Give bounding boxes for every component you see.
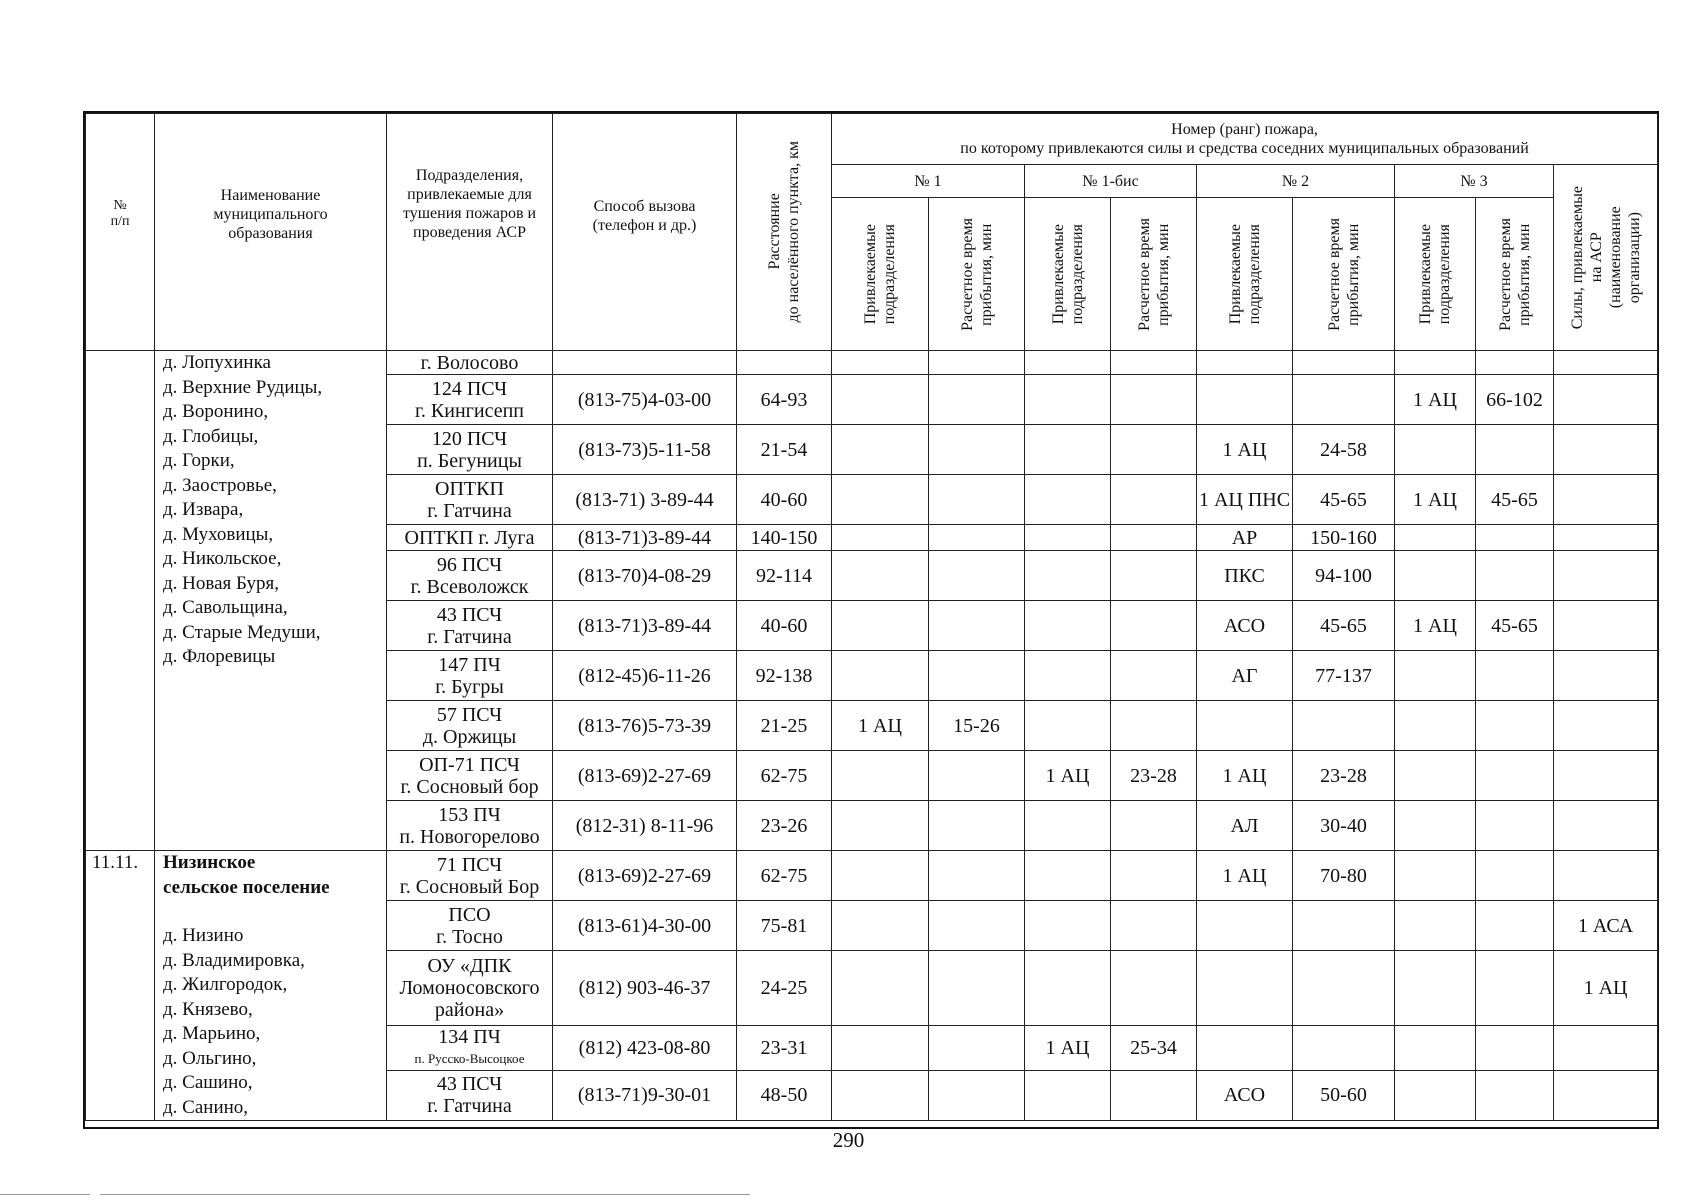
rank2-units: 1 АЦ [1197, 425, 1293, 475]
distance-km: 48-50 [737, 1070, 832, 1120]
rank1bis-units [1025, 351, 1111, 375]
unit-name: ОП-71 ПСЧ [419, 753, 520, 776]
header-rank-2: № 2 [1197, 165, 1395, 198]
rank1-units [832, 1070, 929, 1120]
rank1bis-time [1111, 551, 1197, 601]
distance-km: 40-60 [737, 475, 832, 525]
distance-km: 92-114 [737, 551, 832, 601]
rank1-time [929, 525, 1025, 551]
asr-forces [1554, 701, 1658, 751]
header-name: Наименование муниципального образования [155, 114, 387, 351]
rank3-time [1476, 701, 1554, 751]
rank1bis-units [1025, 901, 1111, 951]
unit-name: г. Волосово [420, 351, 519, 374]
rank3-units [1395, 801, 1476, 851]
rank2-units: 1 АЦ [1197, 851, 1293, 901]
settlement-name: д. Жилгородок, [163, 974, 288, 995]
asr-forces [1554, 651, 1658, 701]
unit-cell [387, 1070, 553, 1120]
rank1bis-time [1111, 425, 1197, 475]
call-phone: (813-70)4-08-29 [553, 551, 737, 601]
unit-name: 147 ПЧ [438, 653, 501, 676]
header-distance: Расстояние до населённого пункта, км [737, 114, 832, 351]
distance-km: 40-60 [737, 601, 832, 651]
unit-name: ОПТКП г. Луга [404, 526, 535, 549]
rank3-time [1476, 651, 1554, 701]
rank3-units [1395, 751, 1476, 801]
unit-location: Ломоносовского [399, 976, 540, 999]
rank3-units [1395, 951, 1476, 1025]
rank1-time [929, 475, 1025, 525]
distance-km: 21-54 [737, 425, 832, 475]
rank1bis-time [1111, 901, 1197, 951]
settlement-name: д. Глобицы, [163, 425, 259, 447]
distance-km: 24-25 [737, 951, 832, 1025]
page-number: 290 [832, 1128, 865, 1152]
rank1bis-units [1025, 425, 1111, 475]
municipality-settlements [155, 351, 387, 851]
rank3-time [1476, 351, 1554, 375]
unit-cell [387, 425, 553, 475]
municipality-title: сельское поселение [163, 876, 330, 898]
unit-cell [387, 651, 553, 701]
settlement-name: д. Воронино, [163, 401, 269, 422]
rank1bis-units [1025, 551, 1111, 601]
rank2-time: 45-65 [1293, 475, 1395, 525]
rank2-units: АЛ [1197, 801, 1293, 851]
rank1-time [929, 425, 1025, 475]
rank1bis-units [1025, 851, 1111, 901]
rank3-time [1476, 1070, 1554, 1120]
rank1-units [832, 901, 929, 951]
rank1bis-units [1025, 525, 1111, 551]
distance-km: 75-81 [737, 901, 832, 951]
distance-km: 23-26 [737, 801, 832, 851]
rank1-time [929, 1070, 1025, 1120]
header-rank-3: № 3 [1395, 165, 1554, 198]
rank1bis-units [1025, 701, 1111, 751]
rank3-time: 45-65 [1476, 475, 1554, 525]
settlement-name: д. Князево, [163, 998, 253, 1020]
asr-forces [1554, 751, 1658, 801]
rank3-time [1476, 425, 1554, 475]
rank2-time [1293, 351, 1395, 375]
distance-km: 64-93 [737, 375, 832, 425]
call-phone: (813-69)2-27-69 [553, 751, 737, 801]
settlement-name: д. Лопухинка [163, 352, 271, 373]
rank2-units: АР [1197, 525, 1293, 551]
rank3-time [1476, 801, 1554, 851]
rank1bis-units: 1 АЦ [1025, 751, 1111, 801]
rank1bis-time [1111, 951, 1197, 1025]
rank3-time [1476, 551, 1554, 601]
rank3-units [1395, 901, 1476, 951]
unit-location: п. Русско-Высоцкое [414, 1050, 525, 1066]
header-rank1bis-units: Привлекаемые подразделения [1025, 198, 1111, 351]
rank1bis-time [1111, 601, 1197, 651]
unit-cell [387, 901, 553, 951]
call-phone: (812-31) 8-11-96 [553, 801, 737, 851]
unit-cell [387, 851, 553, 901]
rank1-units [832, 525, 929, 551]
spacer [163, 900, 386, 924]
rank3-units [1395, 1070, 1476, 1120]
unit-location: д. Оржицы [422, 725, 517, 748]
rank3-units [1395, 351, 1476, 375]
rank2-units [1197, 375, 1293, 425]
rank1bis-units [1025, 801, 1111, 851]
rank2-units: АГ [1197, 651, 1293, 701]
header-rank1bis-time: Расчетное время прибытия, мин [1111, 198, 1197, 351]
header-call: Способ вызова (телефон и др.) [553, 114, 737, 351]
rank3-time [1476, 851, 1554, 901]
unit-location: г. Гатчина [427, 499, 512, 522]
settlement-name: д. Низино [163, 925, 244, 946]
unit-cell [387, 551, 553, 601]
bottom-edge-rule [100, 1194, 750, 1195]
unit-location: г. Сосновый бор [400, 775, 539, 798]
rank3-units [1395, 1025, 1476, 1070]
municipality-settlements [155, 851, 387, 1121]
rank2-time [1293, 375, 1395, 425]
unit-name: ОПТКП [435, 477, 504, 500]
rank1-time [929, 851, 1025, 901]
rank3-time [1476, 1025, 1554, 1070]
rank2-units: ПКС [1197, 551, 1293, 601]
unit-cell [387, 351, 553, 375]
rank2-units [1197, 901, 1293, 951]
rank1-time [929, 801, 1025, 851]
rank3-time [1476, 951, 1554, 1025]
unit-cell [387, 1025, 553, 1070]
table-row [86, 351, 1658, 375]
settlement-name: д. Извара, [163, 499, 244, 520]
rank3-units [1395, 851, 1476, 901]
rank1-time [929, 551, 1025, 601]
rank1-time [929, 651, 1025, 701]
distance-km: 21-25 [737, 701, 832, 751]
rank1bis-time [1111, 351, 1197, 375]
settlement-name: д. Верхние Рудицы, [163, 376, 323, 398]
rank2-time: 45-65 [1293, 601, 1395, 651]
rank1-units: 1 АЦ [832, 701, 929, 751]
rank2-units [1197, 701, 1293, 751]
fire-forces-table-frame [83, 111, 1659, 1129]
rank2-time [1293, 1025, 1395, 1070]
call-phone: (813-71) 3-89-44 [553, 475, 737, 525]
asr-forces: 1 АЦ [1554, 951, 1658, 1025]
header-rank3-time: Расчетное время прибытия, мин [1476, 198, 1554, 351]
settlement-name: д. Горки, [163, 450, 235, 471]
rank1bis-time: 25-34 [1111, 1025, 1197, 1070]
rank3-time [1476, 901, 1554, 951]
settlement-name: д. Ольгино, [163, 1047, 257, 1069]
rank1bis-time: 23-28 [1111, 751, 1197, 801]
unit-cell [387, 751, 553, 801]
unit-location: г. Тосно [436, 925, 503, 948]
call-phone: (813-61)4-30-00 [553, 901, 737, 951]
unit-name: 43 ПСЧ [436, 603, 503, 626]
rank2-units: 1 АЦ ПНС [1197, 475, 1293, 525]
settlement-name: д. Старые Медуши, [163, 621, 321, 643]
unit-location: г. Сосновый Бор [399, 875, 540, 898]
unit-cell [387, 375, 553, 425]
unit-name: 71 ПСЧ [436, 853, 503, 876]
rank3-units [1395, 525, 1476, 551]
header-rank1-time: Расчетное время прибытия, мин [929, 198, 1025, 351]
table-row [86, 851, 1658, 901]
table-body-block-2 [86, 851, 1658, 1121]
rank2-time: 94-100 [1293, 551, 1395, 601]
rank3-time [1476, 751, 1554, 801]
unit-location: г. Гатчина [427, 625, 512, 648]
distance-km: 23-31 [737, 1025, 832, 1070]
unit-name: 96 ПСЧ [436, 553, 503, 576]
rank1-time [929, 901, 1025, 951]
rank2-units [1197, 351, 1293, 375]
distance-km: 140-150 [737, 525, 832, 551]
call-phone: (813-75)4-03-00 [553, 375, 737, 425]
rank1-units [832, 751, 929, 801]
rank1bis-time [1111, 801, 1197, 851]
unit-cell [387, 601, 553, 651]
settlement-name: д. Санино, [163, 1096, 249, 1118]
rank2-time: 150-160 [1293, 525, 1395, 551]
header-rank-1: № 1 [832, 165, 1025, 198]
rank1bis-time [1111, 525, 1197, 551]
settlement-name: д. Никольское, [163, 548, 282, 569]
rank1bis-units [1025, 601, 1111, 651]
header-num: № п/п [86, 114, 155, 351]
rank1bis-units: 1 АЦ [1025, 1025, 1111, 1070]
asr-forces [1554, 801, 1658, 851]
unit-cell [387, 801, 553, 851]
unit-name: 57 ПСЧ [436, 703, 503, 726]
distance-km: 62-75 [737, 751, 832, 801]
asr-forces [1554, 551, 1658, 601]
rank2-time [1293, 951, 1395, 1025]
call-phone: (813-71)3-89-44 [553, 525, 737, 551]
rank1-time [929, 751, 1025, 801]
rank1bis-time [1111, 1070, 1197, 1120]
rank3-units: 1 АЦ [1395, 375, 1476, 425]
rank3-time: 45-65 [1476, 601, 1554, 651]
rank1-time [929, 601, 1025, 651]
rank3-units: 1 АЦ [1395, 475, 1476, 525]
settlement-name: д. Новая Буря, [163, 572, 279, 594]
rank2-time: 23-28 [1293, 751, 1395, 801]
rank1-time [929, 375, 1025, 425]
call-phone: (813-71)3-89-44 [553, 601, 737, 651]
rank2-time: 24-58 [1293, 425, 1395, 475]
unit-location: п. Новогорелово [399, 825, 540, 848]
row-index: 11.11. [86, 851, 155, 1121]
call-phone: (813-71)9-30-01 [553, 1070, 737, 1120]
fire-forces-table [85, 113, 1658, 1121]
table-body-block-1 [86, 351, 1658, 851]
rank2-time: 70-80 [1293, 851, 1395, 901]
unit-location: п. Бегуницы [417, 449, 522, 472]
rank2-time [1293, 901, 1395, 951]
rank1bis-time [1111, 851, 1197, 901]
asr-forces [1554, 425, 1658, 475]
rank1-units [832, 951, 929, 1025]
call-phone: (812-45)6-11-26 [553, 651, 737, 701]
settlement-name: д. Флоревицы [163, 646, 276, 667]
rank1-units [832, 351, 929, 375]
rank1-time: 15-26 [929, 701, 1025, 751]
bottom-edge-rule [0, 1194, 90, 1195]
unit-cell [387, 701, 553, 751]
rank2-time [1293, 701, 1395, 751]
unit-name: 153 ПЧ [438, 803, 501, 826]
distance-km: 62-75 [737, 851, 832, 901]
settlement-name: д. Марьино, [163, 1023, 261, 1044]
header-rank1-units: Привлекаемые подразделения [832, 198, 929, 351]
rank1-units [832, 801, 929, 851]
rank1-time [929, 951, 1025, 1025]
rank1-units [832, 601, 929, 651]
unit-location: г. Всеволожск [410, 575, 529, 598]
rank2-time: 77-137 [1293, 651, 1395, 701]
unit-name: 124 ПСЧ [431, 377, 508, 400]
call-phone [553, 351, 737, 375]
rank2-units [1197, 1025, 1293, 1070]
rank3-time [1476, 525, 1554, 551]
row-index [86, 351, 155, 851]
settlement-name: д. Муховицы, [163, 523, 274, 545]
unit-location-extra: района» [434, 998, 505, 1021]
rank1bis-time [1111, 651, 1197, 701]
rank1bis-time [1111, 375, 1197, 425]
call-phone: (812) 903-46-37 [553, 951, 737, 1025]
rank2-units [1197, 951, 1293, 1025]
header-rank-1bis: № 1-бис [1025, 165, 1197, 198]
rank3-units [1395, 551, 1476, 601]
rank1bis-units [1025, 475, 1111, 525]
asr-forces [1554, 851, 1658, 901]
rank1-units [832, 551, 929, 601]
rank3-time: 66-102 [1476, 375, 1554, 425]
rank1bis-units [1025, 375, 1111, 425]
settlement-name: д. Владимировка, [163, 949, 305, 971]
rank1bis-units [1025, 951, 1111, 1025]
unit-location: г. Гатчина [427, 1095, 512, 1118]
rank2-time: 30-40 [1293, 801, 1395, 851]
rank2-units: АСО [1197, 1070, 1293, 1120]
distance-km: 92-138 [737, 651, 832, 701]
asr-forces [1554, 475, 1658, 525]
asr-forces [1554, 1025, 1658, 1070]
call-phone: (813-76)5-73-39 [553, 701, 737, 751]
rank2-units: АСО [1197, 601, 1293, 651]
rank1-units [832, 851, 929, 901]
rank2-units: 1 АЦ [1197, 751, 1293, 801]
asr-forces [1554, 351, 1658, 375]
unit-name: 120 ПСЧ [431, 427, 508, 450]
header-rank3-units: Привлекаемые подразделения [1395, 198, 1476, 351]
distance-km [737, 351, 832, 375]
rank1-units [832, 475, 929, 525]
unit-cell [387, 475, 553, 525]
unit-cell [387, 525, 553, 551]
unit-cell [387, 951, 553, 1025]
rank1bis-time [1111, 701, 1197, 751]
unit-name: 134 ПЧ [438, 1025, 501, 1048]
header-rank2-units: Привлекаемые подразделения [1197, 198, 1293, 351]
unit-location: г. Бугры [435, 675, 504, 698]
asr-forces [1554, 375, 1658, 425]
call-phone: (813-69)2-27-69 [553, 851, 737, 901]
rank3-units [1395, 425, 1476, 475]
unit-name: ПСО [448, 903, 491, 926]
rank1-time [929, 351, 1025, 375]
rank1-units [832, 1025, 929, 1070]
unit-name: ОУ «ДПК [427, 954, 512, 977]
unit-location: г. Кингисепп [414, 399, 524, 422]
rank1-units [832, 651, 929, 701]
municipality-title: Низинское [163, 852, 256, 873]
call-phone: (813-73)5-11-58 [553, 425, 737, 475]
settlement-name: д. Сашино, [163, 1072, 253, 1093]
rank3-units [1395, 651, 1476, 701]
rank2-time: 50-60 [1293, 1070, 1395, 1120]
asr-forces: 1 АСА [1554, 901, 1658, 951]
rank1-units [832, 375, 929, 425]
unit-name: 43 ПСЧ [436, 1073, 503, 1096]
settlement-name: д. Савольщина, [163, 597, 288, 618]
rank1-units [832, 425, 929, 475]
header-asr-forces: Силы, привлекаемые на АСР (наименование организации) [1554, 165, 1658, 351]
header-rank-title: Номер (ранг) пожара, по которому привлекаются силы и средства соседних муниципальных образований [832, 114, 1658, 165]
rank1bis-time [1111, 475, 1197, 525]
rank1bis-units [1025, 651, 1111, 701]
rank1-time [929, 1025, 1025, 1070]
header-rank2-time: Расчетное время прибытия, мин [1293, 198, 1395, 351]
call-phone: (812) 423-08-80 [553, 1025, 737, 1070]
rank3-units [1395, 701, 1476, 751]
asr-forces [1554, 525, 1658, 551]
asr-forces [1554, 1070, 1658, 1120]
rank1bis-units [1025, 1070, 1111, 1120]
settlement-name: д. Заостровье, [163, 474, 277, 496]
table-header [86, 114, 1658, 351]
asr-forces [1554, 601, 1658, 651]
header-units: Подразделения, привлекаемые для тушения пожаров и проведения АСР [387, 114, 553, 351]
rank3-units: 1 АЦ [1395, 601, 1476, 651]
